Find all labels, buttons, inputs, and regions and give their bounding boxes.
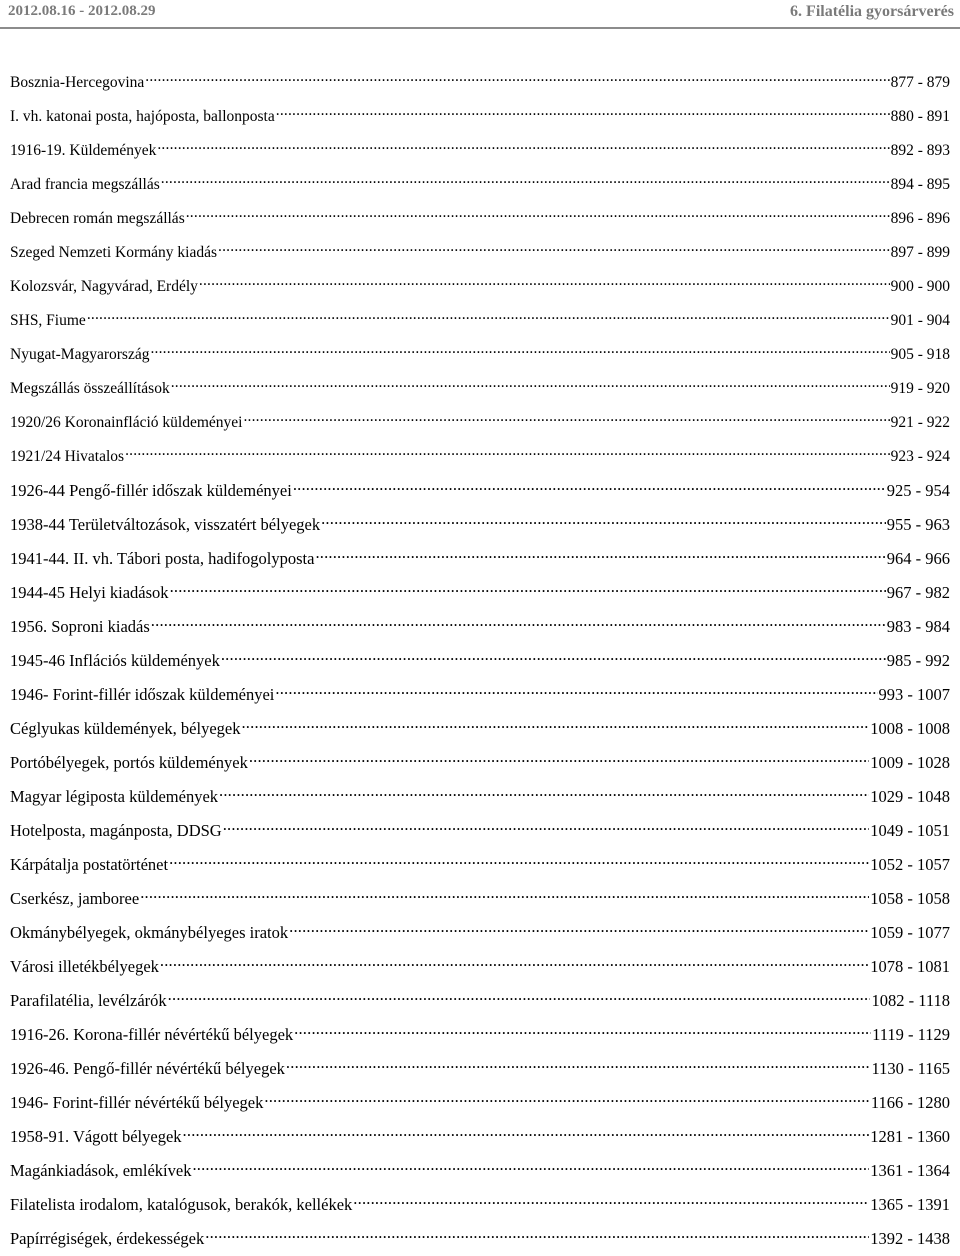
toc-entry[interactable] (10, 372, 950, 406)
toc-entry[interactable] (10, 1120, 950, 1154)
toc-entry-pages: 919 - 920 (890, 380, 950, 397)
toc-entry-label: Megszállás összeállítások (10, 380, 170, 397)
toc-entry[interactable] (10, 1052, 950, 1086)
toc-dot-leader (170, 582, 886, 604)
toc-entry[interactable] (10, 1154, 950, 1188)
toc-entry[interactable] (10, 236, 950, 270)
toc-entry-pages: 1009 - 1028 (870, 753, 950, 772)
toc-entry-label: Parafilatélia, levélzárók (10, 991, 167, 1010)
toc-entry[interactable] (10, 950, 950, 984)
toc-entry-pages: 1029 - 1048 (870, 787, 950, 806)
toc-dot-leader (243, 412, 889, 434)
toc-dot-leader (171, 378, 890, 400)
toc-entry[interactable] (10, 1188, 950, 1222)
toc-entry-label: Magánkiadások, emlékívek (10, 1161, 192, 1180)
header-divider (0, 27, 960, 29)
toc-entry[interactable] (10, 270, 950, 304)
toc-entry[interactable] (10, 338, 950, 372)
toc-entry-pages: 923 - 924 (890, 448, 950, 465)
toc-dot-leader (264, 1092, 869, 1114)
toc-dot-leader (321, 514, 886, 536)
toc-entry-label: Arad francia megszállás (10, 176, 160, 193)
toc-entry[interactable] (10, 440, 950, 474)
toc-dot-leader (169, 854, 869, 876)
toc-dot-leader (294, 1024, 871, 1046)
toc-entry-label: Filatelista irodalom, katalógusok, berakók, kellékek (10, 1195, 353, 1214)
toc-entry[interactable] (10, 474, 950, 508)
toc-entry-label: 1916-19. Küldemények (10, 142, 157, 159)
toc-entry-label: 1921/24 Hivatalos (10, 448, 125, 465)
toc-entry-pages: 925 - 954 (886, 481, 950, 500)
toc-dot-leader (192, 1160, 869, 1182)
toc-entry-label: 1941-44. II. vh. Tábori posta, hadifogolyposta (10, 549, 315, 568)
toc-dot-leader (125, 446, 889, 468)
toc-entry[interactable] (10, 202, 950, 236)
toc-entry-pages: 964 - 966 (886, 549, 950, 568)
toc-entry[interactable] (10, 780, 950, 814)
toc-entry-pages: 1392 - 1438 (870, 1229, 950, 1248)
toc-entry-label: 1945-46 Inflációs küldemények (10, 651, 220, 670)
toc-dot-leader (289, 922, 869, 944)
toc-entry-label: 1946- Forint-fillér időszak küldeményei (10, 685, 275, 704)
toc-entry-pages: 993 - 1007 (878, 685, 950, 704)
toc-entry[interactable] (10, 916, 950, 950)
toc-entry-pages: 896 - 896 (890, 210, 950, 227)
toc-entry-pages: 1281 - 1360 (870, 1127, 950, 1146)
toc-dot-leader (151, 616, 886, 638)
toc-entry[interactable] (10, 508, 950, 542)
toc-dot-leader (241, 718, 869, 740)
toc-dot-leader (286, 1058, 871, 1080)
header-title: 6. Filatélia gyorsárverés (790, 3, 954, 20)
toc-entry[interactable] (10, 168, 950, 202)
table-of-contents (10, 66, 950, 1256)
toc-entry-pages: 1130 - 1165 (871, 1059, 950, 1078)
toc-entry[interactable] (10, 814, 950, 848)
toc-dot-leader (275, 684, 877, 706)
toc-entry-pages: 901 - 904 (890, 312, 950, 329)
toc-dot-leader (183, 1126, 870, 1148)
toc-entry[interactable] (10, 678, 950, 712)
toc-entry-label: Városi illetékbélyegek (10, 957, 159, 976)
toc-entry-label: Kárpátalja postatörténet (10, 855, 169, 874)
toc-entry-pages: 1008 - 1008 (870, 719, 950, 738)
toc-entry-label: 1958-91. Vágott bélyegek (10, 1127, 182, 1146)
toc-entry-pages: 1049 - 1051 (870, 821, 950, 840)
toc-entry-pages: 880 - 891 (890, 108, 950, 125)
toc-entry-label: 1916-26. Korona-fillér névértékű bélyegek (10, 1025, 294, 1044)
toc-entry-label: 1938-44 Területváltozások, visszatért bélyegek (10, 515, 321, 534)
toc-entry-pages: 900 - 900 (890, 278, 950, 295)
toc-entry-pages: 985 - 992 (886, 651, 950, 670)
toc-entry-label: 1944-45 Helyi kiadások (10, 583, 169, 602)
toc-entry-label: Nyugat-Magyarország (10, 346, 150, 363)
toc-dot-leader (276, 106, 890, 128)
toc-entry-label: SHS, Fiume (10, 312, 86, 329)
toc-entry[interactable] (10, 1222, 950, 1256)
toc-entry[interactable] (10, 1086, 950, 1120)
toc-entry[interactable] (10, 304, 950, 338)
toc-entry-pages: 905 - 918 (890, 346, 950, 363)
toc-entry-label: 1956. Soproni kiadás (10, 617, 150, 636)
toc-entry-label: Bosznia-Hercegovina (10, 74, 145, 91)
toc-entry-label: Okmánybélyegek, okmánybélyeges iratok (10, 923, 289, 942)
toc-entry-pages: 894 - 895 (890, 176, 950, 193)
toc-entry[interactable] (10, 746, 950, 780)
toc-entry[interactable] (10, 882, 950, 916)
toc-entry-label: Céglyukas küldemények, bélyegek (10, 719, 241, 738)
toc-entry[interactable] (10, 576, 950, 610)
toc-entry[interactable] (10, 66, 950, 100)
toc-entry-pages: 921 - 922 (890, 414, 950, 431)
toc-entry-label: 1946- Forint-fillér névértékű bélyegek (10, 1093, 264, 1112)
toc-dot-leader (199, 276, 890, 298)
toc-entry-pages: 1052 - 1057 (870, 855, 950, 874)
toc-entry-pages: 892 - 893 (890, 142, 950, 159)
toc-entry-pages: 1058 - 1058 (870, 889, 950, 908)
page-header (0, 0, 960, 30)
toc-dot-leader (186, 208, 890, 230)
toc-entry-pages: 983 - 984 (886, 617, 950, 636)
toc-entry-label: 1926-46. Pengő-fillér névértékű bélyegek (10, 1059, 285, 1078)
toc-dot-leader (219, 786, 869, 808)
toc-entry[interactable] (10, 644, 950, 678)
toc-entry-label: Papírrégiségek, érdekességek (10, 1229, 205, 1248)
toc-entry-label: Debrecen román megszállás (10, 210, 185, 227)
toc-entry-pages: 1361 - 1364 (870, 1161, 950, 1180)
toc-entry[interactable] (10, 542, 950, 576)
header-date-range: 2012.08.16 - 2012.08.29 (8, 3, 156, 19)
toc-entry-pages: 1078 - 1081 (870, 957, 950, 976)
toc-entry-pages: 897 - 899 (890, 244, 950, 261)
toc-entry[interactable] (10, 848, 950, 882)
toc-entry-label: Magyar légiposta küldemények (10, 787, 219, 806)
toc-entry[interactable] (10, 712, 950, 746)
toc-entry[interactable] (10, 610, 950, 644)
toc-entry-label: Hotelposta, magánposta, DDSG (10, 821, 222, 840)
toc-dot-leader (140, 888, 869, 910)
toc-dot-leader (218, 242, 890, 264)
toc-dot-leader (168, 990, 871, 1012)
toc-entry-label: Szeged Nemzeti Kormány kiadás (10, 244, 218, 261)
toc-entry-label: Kolozsvár, Nagyvárad, Erdély (10, 278, 198, 295)
toc-dot-leader (160, 956, 869, 978)
toc-entry[interactable] (10, 134, 950, 168)
toc-entry-pages: 1082 - 1118 (871, 991, 950, 1010)
toc-entry-pages: 1059 - 1077 (870, 923, 950, 942)
toc-entry-pages: 1365 - 1391 (870, 1195, 950, 1214)
toc-entry-label: 1926-44 Pengő-fillér időszak küldeményei (10, 481, 292, 500)
toc-entry-pages: 877 - 879 (890, 74, 950, 91)
toc-dot-leader (145, 72, 889, 94)
toc-dot-leader (221, 650, 886, 672)
toc-dot-leader (161, 174, 890, 196)
toc-entry-label: Portóbélyegek, portós küldemények (10, 753, 248, 772)
toc-entry-pages: 1166 - 1280 (870, 1093, 950, 1112)
toc-entry-pages: 967 - 982 (886, 583, 950, 602)
toc-dot-leader (353, 1194, 869, 1216)
toc-dot-leader (150, 344, 889, 366)
toc-entry-label: Cserkész, jamboree (10, 889, 140, 908)
toc-entry-pages: 955 - 963 (886, 515, 950, 534)
toc-entry-pages: 1119 - 1129 (872, 1025, 950, 1044)
toc-entry-label: 1920/26 Koronainfláció küldeményei (10, 414, 243, 431)
toc-dot-leader (223, 820, 870, 842)
toc-entry[interactable] (10, 100, 950, 134)
toc-entry-label: I. vh. katonai posta, hajóposta, ballonposta (10, 108, 275, 125)
toc-dot-leader (87, 310, 890, 332)
toc-entry[interactable] (10, 1018, 950, 1052)
toc-entry[interactable] (10, 984, 950, 1018)
toc-dot-leader (293, 480, 886, 502)
toc-dot-leader (157, 140, 889, 162)
toc-entry[interactable] (10, 406, 950, 440)
toc-dot-leader (249, 752, 869, 774)
toc-dot-leader (315, 548, 885, 570)
